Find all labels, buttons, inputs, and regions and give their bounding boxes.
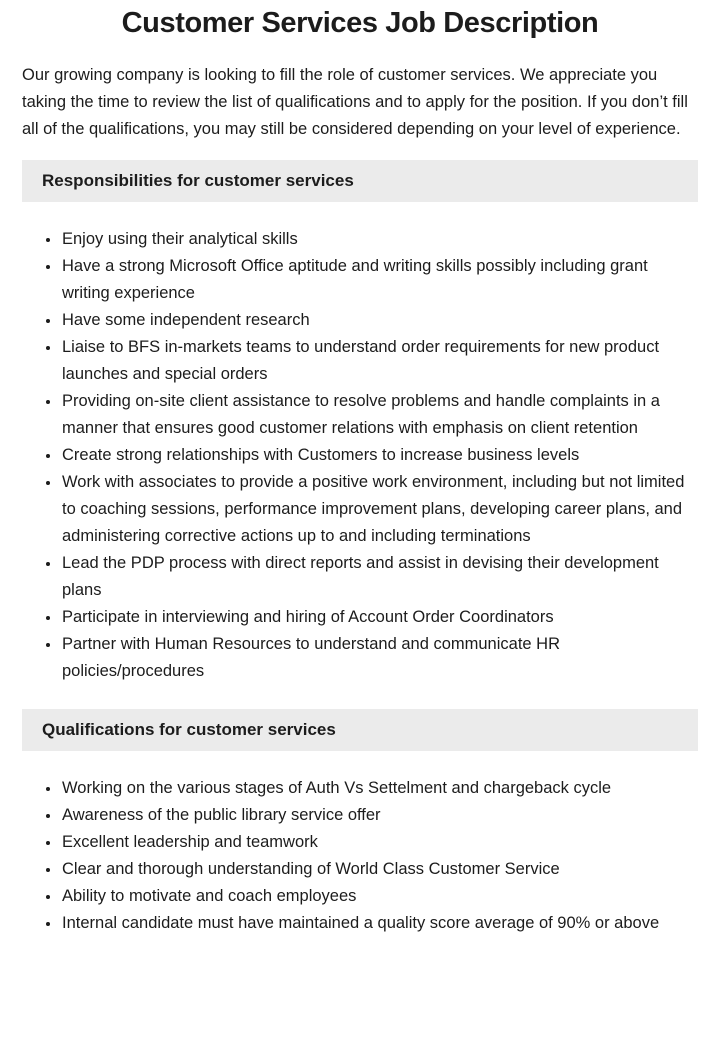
list-item: • Providing on-site client assistance to resolve problems and handle complaints in a manner that ensures good customer relations with emphasis on client retention xyxy=(61,388,698,442)
responsibilities-list xyxy=(22,226,698,685)
list-item: • Excellent leadership and teamwork xyxy=(61,829,698,856)
list-item: • Liaise to BFS in-markets teams to understand order requirements for new product launches and special orders xyxy=(61,334,698,388)
list-item: • Create strong relationships with Customers to increase business levels xyxy=(61,442,698,469)
list-item: • Work with associates to provide a positive work environment, including but not limited to coaching sessions, performance improvement plans, developing career plans, and administering corrective actions up to and including terminations xyxy=(61,469,698,550)
section-header-responsibilities: Responsibilities for customer services xyxy=(22,160,698,202)
list-item: • Have some independent research xyxy=(61,307,698,334)
list-item: • Awareness of the public library service offer xyxy=(61,802,698,829)
page-title: Customer Services Job Description xyxy=(121,7,599,39)
list-item: • Partner with Human Resources to understand and communicate HR policies/procedures xyxy=(61,631,698,685)
intro-paragraph: Our growing company is looking to fill the role of customer services. We appreciate you taking the time to review the list of qualifications and to apply for the position. If you don’t fill all of the qualifications, you may still be considered depending on your level of experience. xyxy=(22,66,688,138)
section-qualifications xyxy=(22,709,698,937)
section-responsibilities xyxy=(22,160,698,685)
list-item: • Internal candidate must have maintained a quality score average of 90% or above xyxy=(61,910,698,937)
list-item: • Clear and thorough understanding of World Class Customer Service xyxy=(61,856,698,883)
qualifications-list xyxy=(22,775,698,937)
list-item: • Lead the PDP process with direct reports and assist in devising their development plans xyxy=(61,550,698,604)
list-item: • Enjoy using their analytical skills xyxy=(61,226,698,253)
list-item: • Ability to motivate and coach employees xyxy=(61,883,698,910)
section-header-qualifications: Qualifications for customer services xyxy=(22,709,698,751)
list-item: • Have a strong Microsoft Office aptitude and writing skills possibly including grant writing experience xyxy=(61,253,698,307)
list-item: • Participate in interviewing and hiring of Account Order Coordinators xyxy=(61,604,698,631)
list-item: • Working on the various stages of Auth Vs Settelment and chargeback cycle xyxy=(61,775,698,802)
